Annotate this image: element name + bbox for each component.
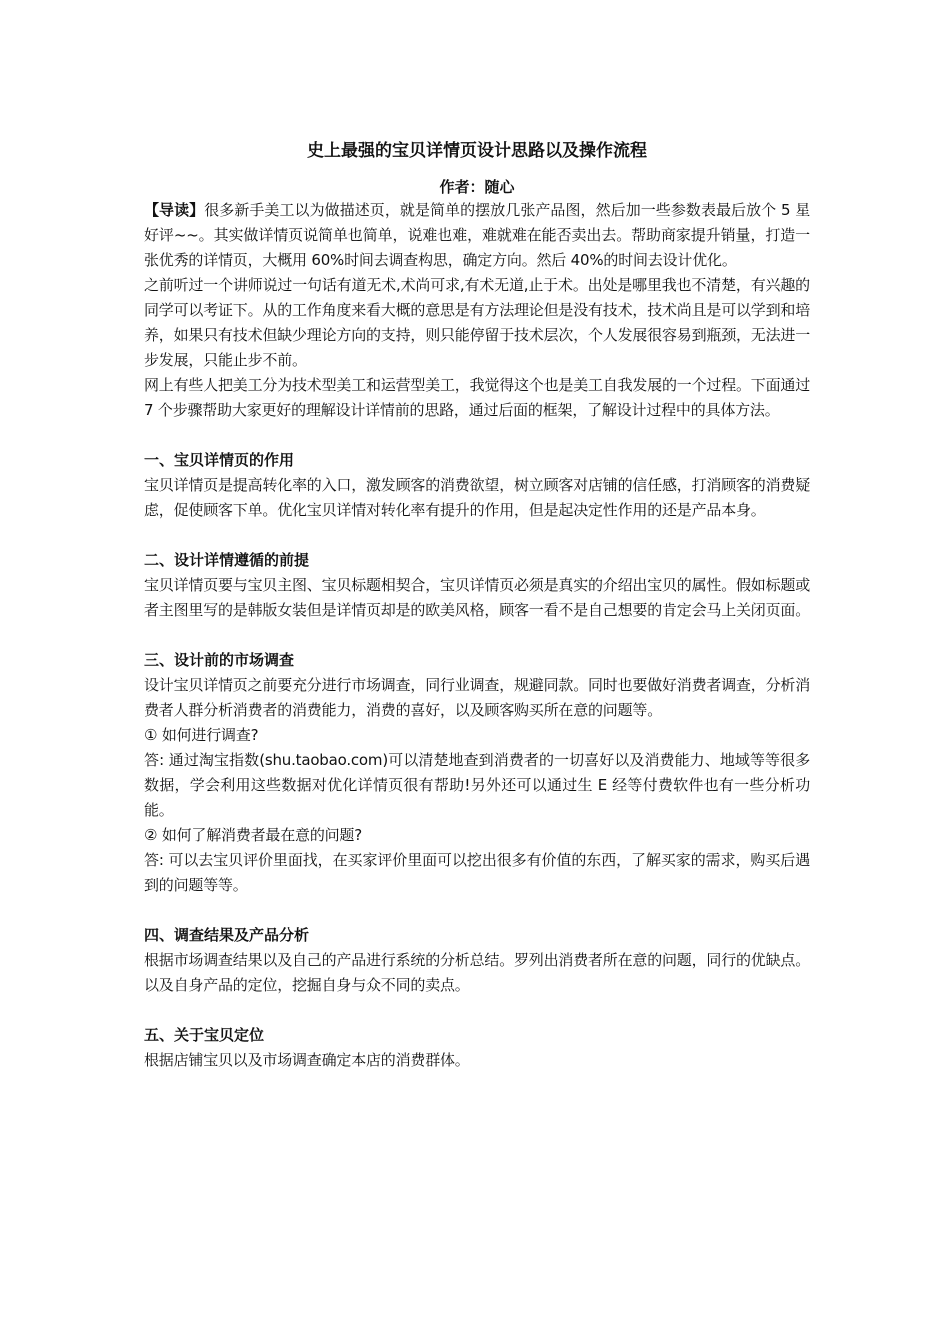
section-3	[144, 648, 810, 898]
intro-paragraph-1	[144, 198, 810, 273]
document-title: 史上最强的宝贝详情页设计思路以及操作流程	[307, 141, 647, 161]
question-2: ② 如何了解消费者最在意的问题?	[144, 826, 362, 844]
answer-1: 答: 通过淘宝指数(shu.taobao.com)可以清楚地查到消费者的一切喜好以及消费能力、地域等等很多数据，学会利用这些数据对优化详情页很有帮助!另外还可以通过生 E 经等付费软件也有一些分析功能。	[144, 751, 810, 819]
section-1	[144, 448, 810, 523]
document-page	[144, 138, 810, 1073]
section-paragraph: 宝贝详情页要与宝贝主图、宝贝标题相契合，宝贝详情页必须是真实的介绍出宝贝的属性。假如标题或者主图里写的是韩版女装但是详情页却是的欧美风格，顾客一看不是自己想要的肯定会马上关闭页面。	[144, 576, 811, 619]
lead-tag: 【导读】	[144, 201, 205, 219]
section-heading: 五、关于宝贝定位	[144, 1026, 265, 1044]
intro-paragraph-2: 之前听过一个讲师说过一句话有道无术,术尚可求,有术无道,止于术。出处是哪里我也不清楚，有兴趣的同学可以考证下。从的工作角度来看大概的意思是有方法理论但是没有技术，技术尚且是可以学到和培养，如果只有技术但缺少理论方向的支持，则只能停留于技术层次，个人发展很容易到瓶颈，无法进一步发展，只能止步不前。	[144, 276, 811, 369]
section-heading: 二、设计详情遵循的前提	[144, 551, 310, 569]
section-heading: 三、设计前的市场调查	[144, 651, 295, 669]
question-1: ① 如何进行调查?	[144, 726, 259, 744]
section-5	[144, 1023, 810, 1073]
section-heading: 四、调查结果及产品分析	[144, 926, 310, 944]
section-paragraph: 设计宝贝详情页之前要充分进行市场调查，同行业调查，规避同款。同时也要做好消费者调查，分析消费者人群分析消费者的消费能力，消费的喜好，以及顾客购买所在意的问题等。	[144, 676, 811, 719]
author-line: 作者：随心	[439, 178, 515, 196]
section-2	[144, 548, 810, 623]
intro-block	[144, 198, 810, 423]
section-heading: 一、宝贝详情页的作用	[144, 451, 295, 469]
section-paragraph: 宝贝详情页是提高转化率的入口，激发顾客的消费欲望，树立顾客对店铺的信任感，打消顾客的消费疑虑，促使顾客下单。优化宝贝详情对转化率有提升的作用，但是起决定性作用的还是产品本身。	[144, 476, 811, 519]
section-paragraph: 根据市场调查结果以及自己的产品进行系统的分析总结。罗列出消费者所在意的问题，同行的优缺点。以及自身产品的定位，挖掘自身与众不同的卖点。	[144, 951, 811, 994]
intro-paragraph-3: 网上有些人把美工分为技术型美工和运营型美工，我觉得这个也是美工自我发展的一个过程。下面通过 7 个步骤帮助大家更好的理解设计详情前的思路，通过后面的框架，了解设计过程中的具体方法。	[144, 376, 811, 419]
intro-text-1: 很多新手美工以为做描述页，就是简单的摆放几张产品图，然后加一些参数表最后放个 5 星好评~~。其实做详情页说简单也简单，说难也难，难就难在能否卖出去。帮助商家提升销量，打造一张优秀的详情页，大概用 60%时间去调查构思，确定方向。然后 40%的时间去设计优化。	[144, 201, 811, 269]
section-4	[144, 923, 810, 998]
answer-2: 答: 可以去宝贝评价里面找，在买家评价里面可以挖出很多有价值的东西，了解买家的需求，购买后遇到的问题等等。	[144, 851, 810, 894]
section-paragraph: 根据店铺宝贝以及市场调查确定本店的消费群体。	[144, 1051, 470, 1069]
